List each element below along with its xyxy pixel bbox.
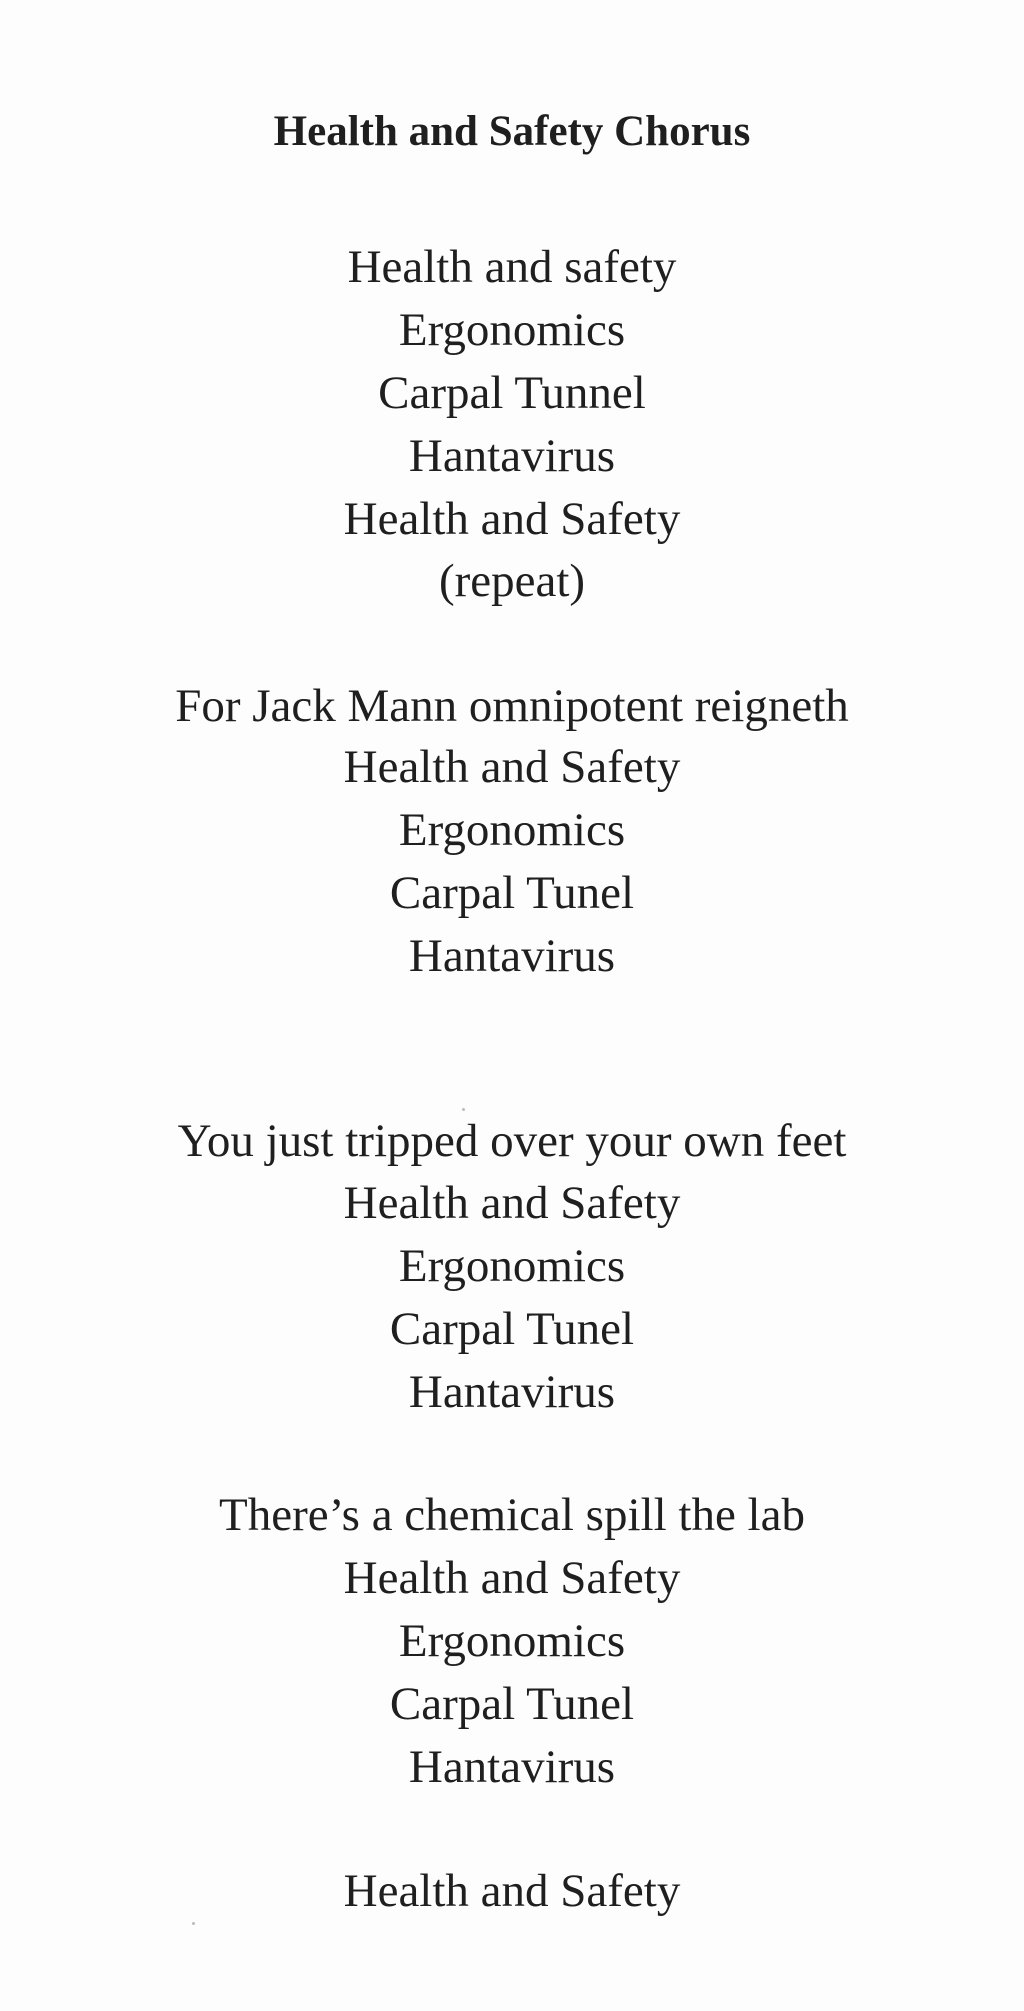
lyric-line: Health and Safety [343,741,681,793]
lyric-line: (repeat) [438,555,586,607]
document-title: Health and Safety Chorus [273,108,751,155]
lyric-line: You just tripped over your own feet [177,1115,847,1167]
scan-speck [192,1922,195,1925]
lyric-line: Health and Safety [343,493,681,545]
lyric-line: Health and safety [347,241,677,293]
lyric-line: Carpal Tunnel [378,367,646,419]
lyric-line: There’s a chemical spill the lab [219,1489,805,1541]
lyric-line: Ergonomics [398,1240,626,1292]
lyric-line: For Jack Mann omnipotent reigneth [175,680,849,732]
lyric-line: Health and Safety [343,1865,681,1917]
lyric-line: Carpal Tunel [389,867,635,919]
lyric-line: Health and Safety [343,1177,681,1229]
lyric-line: Ergonomics [398,804,626,856]
lyric-line: Hantavirus [408,930,616,982]
lyric-line: Carpal Tunel [389,1303,635,1355]
lyric-line: Hantavirus [408,430,616,482]
lyric-line: Hantavirus [408,1741,616,1793]
lyric-line: Ergonomics [398,1615,626,1667]
lyric-line: Health and Safety [343,1552,681,1604]
lyric-line: Hantavirus [408,1366,616,1418]
lyric-line: Carpal Tunel [389,1678,635,1730]
lyric-line: Ergonomics [398,304,626,356]
scan-speck [462,1108,465,1111]
